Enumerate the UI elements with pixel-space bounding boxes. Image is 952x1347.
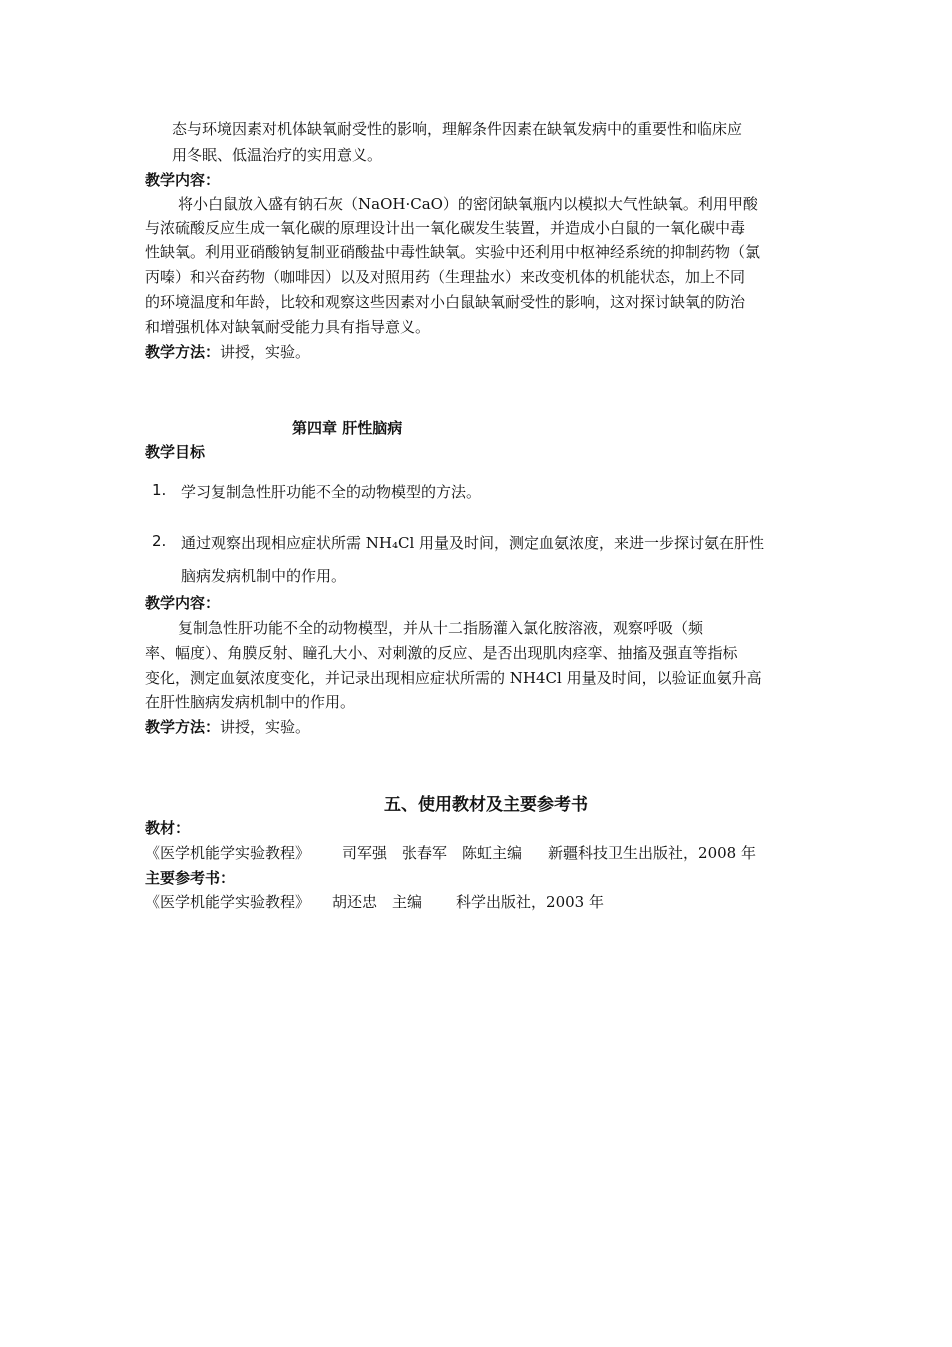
book-authors: 司军强 张春军 陈虹主编 [342, 844, 523, 862]
paragraph-line: 丙嗪）和兴奋药物（咖啡因）以及对照用药（生理盐水）来改变机体的机能状态，加上不同 [145, 268, 746, 286]
paragraph-line: 在肝性脑病发病机制中的作用。 [145, 693, 356, 711]
chapter-title: 第四章 肝性脑病 [292, 419, 403, 437]
reference-label: 主要参考书： [145, 869, 236, 887]
book-publisher: 科学出版社，2003 年 [456, 893, 604, 911]
paragraph-line: 用冬眠、低温治疗的实用意义。 [172, 146, 383, 164]
teaching-method-label: 教学方法： [145, 718, 221, 736]
teaching-content-label: 教学内容： [145, 171, 221, 189]
list-item-continuation: 脑病发病机制中的作用。 [181, 567, 347, 585]
list-number: 1. [152, 481, 167, 499]
teaching-method [145, 340, 825, 364]
textbook-label: 教材： [145, 819, 191, 837]
list-number: 2. [152, 532, 167, 550]
teaching-method-text: 讲授，实验。 [220, 718, 311, 736]
paragraph-line: 和增强机体对缺氧耐受能力具有指导意义。 [145, 318, 431, 336]
paragraph-line: 态与环境因素对机体缺氧耐受性的影响，理解条件因素在缺氧发病中的重要性和临床应 [172, 120, 743, 138]
book-name: 《医学机能学实验教程》 [145, 893, 311, 911]
paragraph-line: 率、幅度）、角膜反射、瞳孔大小、对刺激的反应、是否出现肌肉痉挛、抽搐及强直等指标 [145, 644, 738, 662]
paragraph-line: 变化，测定血氨浓度变化，并记录出现相应症状所需的 NH4Cl 用量及时间，以验证血氨升高 [145, 669, 762, 687]
paragraph-line: 的环境温度和年龄，比较和观察这些因素对小白鼠缺氧耐受性的影响，这对探讨缺氧的防治 [145, 293, 746, 311]
teaching-method-label: 教学方法： [145, 343, 221, 361]
book-name: 《医学机能学实验教程》 [145, 844, 311, 862]
book-publisher: 新疆科技卫生出版社，2008 年 [548, 844, 756, 862]
paragraph-line: 将小白鼠放入盛有钠石灰（NaOH·CaO）的密闭缺氧瓶内以模拟大气性缺氧。利用甲酸 [178, 195, 758, 213]
teaching-goal-label: 教学目标 [145, 443, 206, 461]
textbook-entry [145, 841, 825, 865]
reference-entry [145, 890, 825, 914]
teaching-method-text: 讲授，实验。 [220, 343, 311, 361]
book-authors: 胡还忠 主编 [332, 893, 423, 911]
section-title: 五、使用教材及主要参考书 [384, 795, 588, 815]
teaching-content-label: 教学内容： [145, 594, 221, 612]
paragraph-line: 复制急性肝功能不全的动物模型，并从十二指肠灌入氯化胺溶液，观察呼吸（频 [178, 619, 704, 637]
list-item: 通过观察出现相应症状所需 NH₄Cl 用量及时间，测定血氨浓度，来进一步探讨氨在肝性 [181, 534, 765, 552]
list-item: 学习复制急性肝功能不全的动物模型的方法。 [181, 483, 482, 501]
teaching-method [145, 715, 825, 739]
paragraph-line: 与浓硫酸反应生成一氧化碳的原理设计出一氧化碳发生装置，并造成小白鼠的一氧化碳中毒 [145, 219, 746, 237]
paragraph-line: 性缺氧。利用亚硝酸钠复制亚硝酸盐中毒性缺氧。实验中还利用中枢神经系统的抑制药物（氯 [145, 243, 761, 261]
